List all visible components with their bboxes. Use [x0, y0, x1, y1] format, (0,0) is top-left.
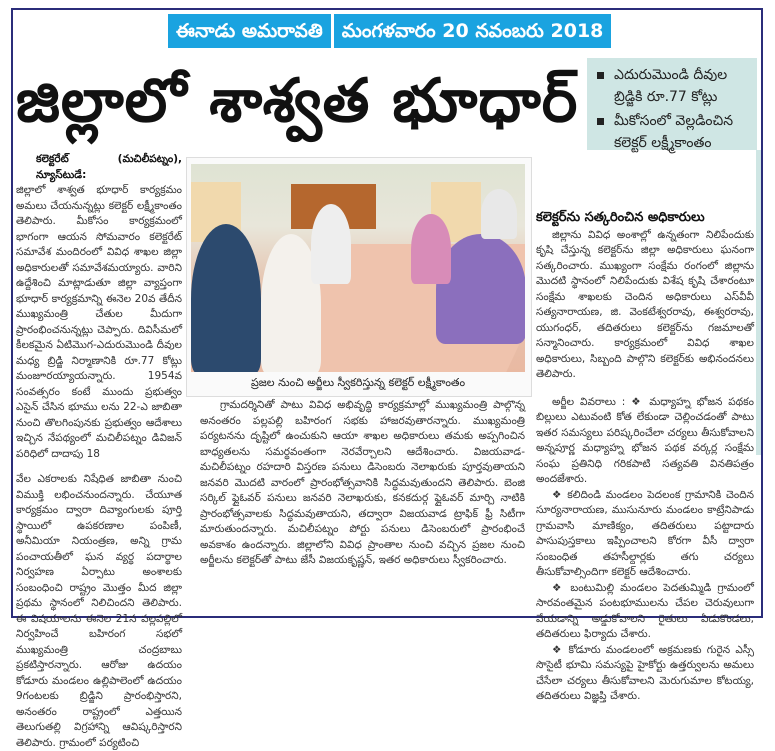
photo-person — [481, 189, 517, 239]
left-column — [16, 152, 182, 751]
article-paragraph: ❖ కోడూరు మండలంలో అక్రమణకు గురైన ఎస్సీ సొసైటీ భూమి సమస్యపై హైకోర్టు ఉత్తర్వులను అమలు చేసేలా చర్యలు తీసుకోవాలని మెరుగుమాల కోటయ్య, తదితరులు విజ్ఞప్తి చేశారు. — [536, 643, 754, 702]
newspaper-name: ఈనాడు అమరావతి — [168, 14, 331, 48]
square-bullet-icon — [597, 118, 604, 125]
right-column — [536, 210, 754, 705]
article-paragraph: వేల ఎకరాలకు నిషేధిత జాబితా నుంచి విముక్తి లభించనుందన్నారు. చేయూత కార్యక్రమం ద్వారా దివ్యాంగులకు పూర్తి స్థాయిలో ఉపకరణాల పంపిణీ, అనీమియా నియంత్రణ, అన్ని గ్రామ పంచాయతీలో ఘన వ్యర్థ పదార్థాల నిర్వహణ ఏర్పాటు అంశాలకు సంబంధించి రాష్ట్రం మొత్తం మీద జిల్లా ప్రథమ స్థానంలో నిలిచిందని తెలిపారు. ఈ విషయాలను ఈనెల 21న పల్లపల్లిలో నిర్వహించే బహిరంగ సభలో ముఖ్యమంత్రి చంద్రబాబు ప్రకటిస్తారన్నారు. ఆరోజు ఉదయం కోడూరు మండలం ఉల్లిపాలెంలో ఉదయం 9గంటలకు బ్రిడ్జిని ప్రారంభిస్తారని, అనంతరం రాష్ట్రంలో ఎత్తయిన తెలుగుతల్లి విగ్రహాన్ని ఆవిష్కరిస్తారని తెలిపారు. గ్రామంలో పర్యటించి — [16, 473, 182, 749]
article-paragraph: ❖ కలిదిండి మండలం పెదలంక గ్రామానికి చెందిన సూర్యనారాయణ, ముసునూరు మండలం కాట్రేనిపాడు గ్రామవాసి మాణిక్యం, తదితరులు పట్టాదారు పాసుపుస్తకాలు ఇప్పించాలని కోరగా వీసీ ద్వారా సంబంధిత తహసీల్దార్లకు తగు చర్యలు తీసుకోవాల్సిందిగా కలెక్టర్ ఆదేశించారు. — [536, 488, 754, 578]
article-paragraph: జిల్లాను వివిధ అంశాల్లో ఉన్నతంగా నిలిపేందుకు కృషి చేస్తున్న కలెక్టర్‌ను జిల్లా అధికారులు ఘనంగా సత్కరించారు. ముఖ్యంగా సంక్షేమ రంగంలో జిల్లాను మొదటి స్థానంలో నిలిపేందుకు విశేష కృషి చేశారంటూ సంక్షేమ శాఖలకు చెందిన అధికారులు ఎస్‌వీవీ సత్యనారాయణ, జి. వెంకటేశ్వరరావు, ఈశ్వరరావు, యుగంధర్, తదితరులు కలెక్టర్‌ను గజమాలతో సన్మానించారు. కార్యక్రమంలో వివిధ శాఖల అధికారులు, సిబ్బంది పాల్గొని కలెక్టర్‌కు అభినందనలు తెలిపారు. — [536, 228, 754, 380]
highlight-item — [597, 110, 751, 154]
photo-box — [186, 157, 532, 397]
photo-person — [411, 214, 451, 284]
dateline: కలెక్టరేట్ (మచిలీపట్నం), న్యూస్‌టుడే: — [36, 153, 182, 181]
photo-person — [191, 224, 261, 372]
photo-caption: ప్రజల నుంచి అర్జీలు స్వీకరిస్తున్న కలెక్టర్ లక్ష్మీకాంతం — [250, 376, 466, 389]
photo-person — [311, 204, 351, 284]
subheading: కలెక్టర్‌ను సత్కరించిన అధికారులు — [536, 210, 705, 225]
masthead — [168, 14, 611, 48]
highlights-box — [587, 58, 757, 150]
highlight-side-strip — [756, 150, 761, 455]
article-paragraph: గ్రామదర్శినితో పాటు వివిధ అభివృద్ధి కార్యక్రమాల్లో ముఖ్యమంత్రి పాల్గొన్న అనంతరం పల్లపల్లి బహిరంగ సభకు హాజరవుతారన్నారు. ముఖ్యమంత్రి పర్యటనను దృష్టిలో ఉంచుకుని ఆయా శాఖల అధికారులు తమకు అప్పగించిన బాధ్యతలను సమర్థవంతంగా నెరవేర్చాలని ఆదేశించారు. విజయవాడ-మచిలీపట్నం రహదారి విస్తరణ పనులు డిసెంబరు నెలాఖరుకు పూర్తవుతాయని జనవరి మొదటి వారంలో ప్రారంభోత్సవానికి సిద్ధమవుతుందని తెలిపారు. బెంజి సర్కిల్ ఫ్లైఓవర్ పనులు జనవరి నెలాఖరుకు, కనకదుర్గ ఫ్లైఓవర్ మార్చి నాటికి ప్రారంభోత్సవాలకు సిద్ధమవుతాయని, తద్వారా విజయవాడ ట్రాఫిక్ ఫ్రీ సిటీగా మారుతుందన్నారు. మచిలీపట్నం పోర్టు పనులు డిసెంబరులో ప్రారంభించే అవకాశం ఉందన్నారు. జిల్లాలోని వివిధ ప్రాంతాల నుంచి వచ్చిన ప్రజల నుంచి అర్జీలను కలెక్టర్‌తో పాటు జేసీ విజయకృష్ణన్, ఇతర అధికారులు స్వీకరించారు. — [200, 399, 525, 566]
middle-column — [200, 398, 525, 569]
highlight-text: ఎదురుమొండి దీవుల బ్రిడ్జికి రూ.77 కోట్లు — [614, 67, 728, 105]
meeting-photo — [191, 164, 525, 372]
publication-date: మంగళవారం 20 నవంబరు 2018 — [334, 14, 612, 48]
headline: జిల్లాలో శాశ్వత భూధార్ — [16, 66, 579, 136]
article-paragraph: ❖ బంటుమిల్లి మండలం పెదతుమ్మిడి గ్రామంలో సారవంతమైన పంటభూములను చేపల చెరువులుగా వేయడాన్ని అడ్డుకోవాలని రైతులు ఏడుకొండలు, తదితరులు ఫిర్యాదు చేశారు. — [536, 581, 754, 640]
article-paragraph: జిల్లాలో శాశ్వత భూధార్ కార్యక్రమం అమలు చేయనున్నట్లు కలెక్టర్ లక్ష్మీకాంతం తెలిపారు. మీకోసం కార్యక్రమంలో భాగంగా ఆయన సోమవారం కలెక్టరేట్ సమావేశ మందిరంలో వివిధ శాఖల జిల్లా అధికారులతో సమావేశమయ్యారు. వారిని ఉద్దేశించి మాట్లాడుతూ జిల్లా వ్యాప్తంగా భూధార్ కార్యక్రమాన్ని ఈనెల 20వ తేదీన ముఖ్యమంత్రి చేతుల మీదుగా ప్రారంభించనున్నట్లు చెప్పారు. దివిసీమలో కీలకమైన ఏటిమొగ-ఎదురుమొండి దీవుల మధ్య బ్రిడ్జి నిర్మాణానికి రూ.77 కోట్లు మంజూరయ్యాయన్నారు. 1954వ సంవత్సరం కంటే ముందు ప్రభుత్వం ఎసైన్ చేసిన భూము లను 22-ఎ జాబితా నుంచి తొలగింపునకు ప్రభుత్వం ఆదేశాలు ఇచ్చిన నేపథ్యంలో మచిలీపట్నం డివిజన్ పరిధిలో దాదాపు 18 — [16, 184, 182, 460]
article-paragraph: అర్జీల వివరాలు : ❖ మధ్యాహ్న భోజన పథకం బిల్లులు ఎటువంటి కోత లేకుండా చెల్లించడంతో పాటు ఇతర సమస్యలు పరిష్కరించేలా చర్యలు తీసుకోవాలని అన్నపూర్ణ మధ్యాహ్న భోజన పథక వర్కర్ల సంక్షేమ సంఘ ప్రతినిధి గరికపాటి సత్యవతి వినతిపత్రం అందజేశారు. — [536, 395, 754, 485]
highlight-item — [597, 64, 751, 108]
square-bullet-icon — [597, 72, 604, 79]
highlight-text: మీకోసంలో వెల్లడించిన కలెక్టర్ లక్ష్మీకాంతం — [614, 113, 734, 151]
